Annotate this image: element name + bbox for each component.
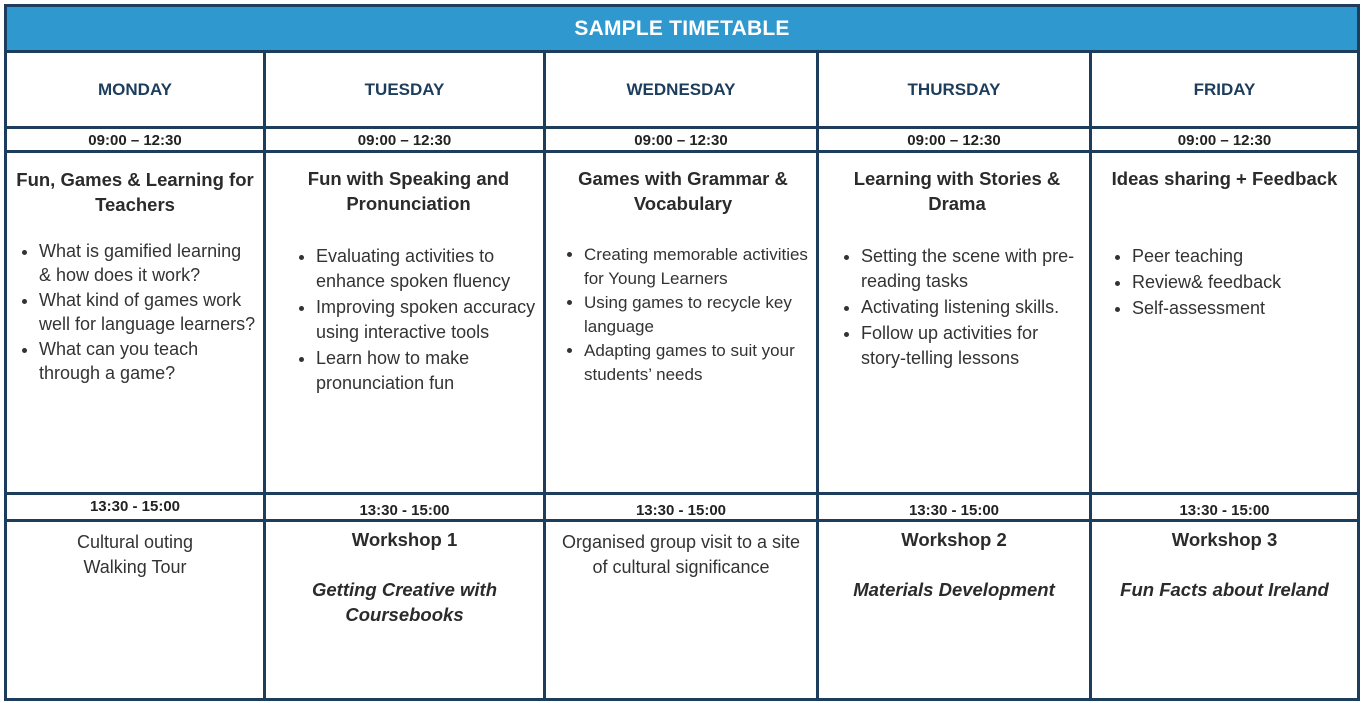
day-column-monday: [7, 53, 263, 698]
topic-item: • Using games to recycle key language: [584, 291, 808, 338]
topic-item: • Evaluating activities to enhance spoken fluency: [316, 244, 539, 294]
afternoon-activity: [270, 527, 539, 627]
morning-time: 09:00 – 12:30: [907, 131, 1001, 149]
topic-item: • Creating memorable activities for Young Learners: [584, 243, 808, 290]
morning-time: 09:00 – 12:30: [357, 131, 452, 149]
topic-item: • What can you teach through a game?: [39, 337, 257, 385]
workshop-label: Workshop 2: [901, 529, 1007, 550]
day-column-wednesday: [546, 53, 816, 698]
afternoon-activity: [558, 530, 804, 580]
afternoon-time: 13:30 - 15:00: [359, 501, 450, 519]
afternoon-time: 13:30 - 15:00: [908, 501, 1000, 519]
session-title: Ideas sharing + Feedback: [1111, 168, 1338, 189]
afternoon-activity: [823, 527, 1085, 602]
workshop-label: Workshop 3: [1171, 529, 1278, 550]
topic-item: • Improving spoken accuracy using interactive tools: [316, 295, 539, 345]
workshop-title: Fun Facts about Ireland: [1120, 579, 1329, 600]
topic-item: • Learn how to make pronunciation fun: [316, 346, 539, 396]
session-title: Games with Grammar & Vocabulary: [578, 168, 788, 214]
activity-line: Cultural outing: [76, 532, 194, 552]
day-heading: WEDNESDAY: [626, 79, 736, 99]
topic-item: • Adapting games to suit your students’ needs: [584, 339, 808, 386]
session-title: Learning with Stories & Drama: [853, 168, 1061, 214]
session-topics: [1110, 244, 1353, 322]
session-topics: [562, 243, 808, 387]
day-heading: FRIDAY: [1193, 79, 1256, 99]
afternoon-time: 13:30 - 15:00: [89, 497, 181, 515]
day-column-friday: [1092, 53, 1357, 698]
session-topics: [17, 239, 257, 386]
workshop-label: Workshop 1: [351, 529, 458, 550]
morning-time: 09:00 – 12:30: [634, 131, 728, 149]
topic-item: • Review& feedback: [1132, 270, 1353, 295]
topic-item: • Activating listening skills.: [861, 295, 1087, 320]
afternoon-activity: [11, 530, 259, 580]
day-column-tuesday: [266, 53, 543, 698]
topic-item: • What is gamified learning & how does it work?: [39, 239, 257, 287]
topic-item: • Setting the scene with pre-reading tasks: [861, 244, 1087, 294]
day-heading: TUESDAY: [364, 79, 445, 99]
timetable-title: SAMPLE TIMETABLE: [7, 7, 1357, 53]
activity-line: Walking Tour: [83, 557, 187, 577]
timetable: [4, 4, 1360, 701]
topic-item: • Self-assessment: [1132, 296, 1353, 321]
day-column-thursday: [819, 53, 1089, 698]
day-heading: MONDAY: [98, 79, 172, 99]
workshop-title: Materials Development: [853, 579, 1055, 600]
morning-time: 09:00 – 12:30: [1177, 131, 1272, 149]
topic-item: • Follow up activities for story-telling lessons: [861, 321, 1087, 371]
morning-time: 09:00 – 12:30: [88, 131, 182, 149]
session-topics: [839, 244, 1087, 372]
activity-line: Organised group visit to a site of cultural significance: [561, 532, 801, 577]
afternoon-time: 13:30 - 15:00: [1179, 501, 1270, 519]
workshop-title: Getting Creative with Coursebooks: [311, 579, 498, 625]
topic-item: • Peer teaching: [1132, 244, 1353, 269]
day-heading: THURSDAY: [907, 79, 1001, 99]
session-topics: [294, 244, 539, 397]
topic-item: • What kind of games work well for language learners?: [39, 288, 257, 336]
afternoon-time: 13:30 - 15:00: [635, 501, 727, 519]
afternoon-activity: [1096, 527, 1353, 602]
session-title: Fun with Speaking and Pronunciation: [307, 168, 510, 214]
session-title: Fun, Games & Learning for Teachers: [16, 169, 254, 215]
